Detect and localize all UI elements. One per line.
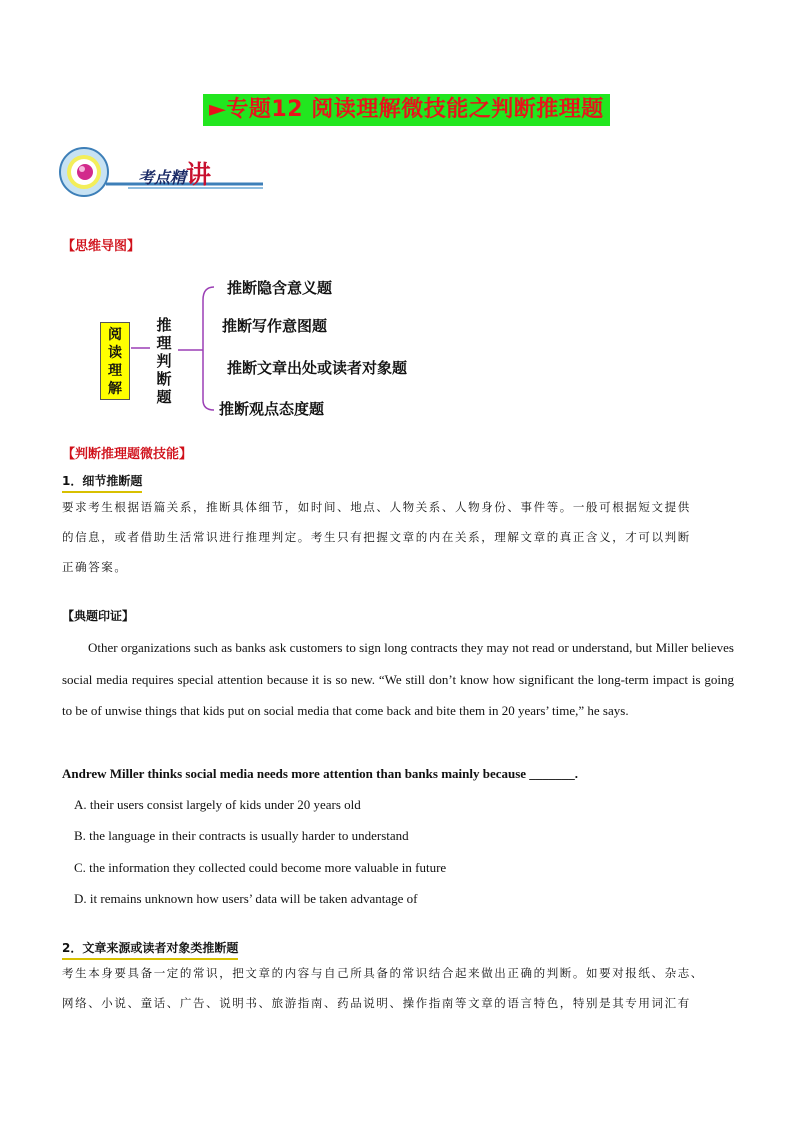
paragraph-line: 正确答案。 <box>62 560 128 574</box>
section1-body <box>62 492 752 582</box>
page-title: ►专题12 阅读理解微技能之判断推理题 <box>203 94 610 126</box>
mindmap-mid-char: 理 <box>156 334 172 352</box>
mindmap-root-char: 解 <box>108 381 122 397</box>
mindmap-mid-char: 判 <box>156 352 172 370</box>
example-tag: 【典题印证】 <box>62 609 135 623</box>
paragraph-line: 网络、小说、童话、广告、说明书、旅游指南、药品说明、操作指南等文章的语言特色，特别是其专用词汇有 <box>62 996 691 1010</box>
mindmap-root-char: 读 <box>108 345 122 361</box>
option-c: C. the information they collected could become more valuable in future <box>74 860 447 875</box>
skills-tag: 【判断推理题微技能】 <box>62 447 193 462</box>
section2-heading: 2．文章来源或读者对象类推断题 <box>62 939 238 960</box>
option-d: D. it remains unknown how users’ data will be taken advantage of <box>74 891 418 906</box>
mindmap-mid <box>150 316 178 406</box>
example-question: Andrew Miller thinks social media needs more attention than banks mainly because _______. <box>62 766 579 781</box>
section2-body <box>62 958 752 1018</box>
mindmap-root-char: 理 <box>108 363 122 379</box>
mindmap-root-char: 阅 <box>108 327 122 343</box>
mindmap-mid-char: 题 <box>156 388 172 406</box>
paragraph-line: 考生本身要具备一定的常识，把文章的内容与自己所具备的常识结合起来做出正确的判断。如要对报纸、杂志、 <box>62 966 704 980</box>
section1-heading: 1．细节推断题 <box>62 472 142 493</box>
mindmap-branch: 推断观点态度题 <box>219 400 325 418</box>
mindmap-mid-char: 断 <box>156 370 172 388</box>
option-a: A. their users consist largely of kids under 20 years old <box>74 797 361 812</box>
option-b: B. the language in their contracts is usually harder to understand <box>74 828 409 843</box>
banner-title-big: 讲 <box>186 160 212 189</box>
mindmap-mid-char: 推 <box>156 316 172 334</box>
banner-title-small: 考点精 <box>138 168 187 187</box>
mindmap-branch: 推断隐含意义题 <box>227 279 333 297</box>
mindmap-branch: 推断写作意图题 <box>222 317 328 335</box>
paragraph-line: 要求考生根据语篇关系，推断具体细节，如时间、地点、人物关系、人物身份、事件等。一般可根据短文提供 <box>62 500 691 514</box>
paragraph-line: 的信息，或者借助生活常识进行推理判定。考生只有把握文章的内在关系，理解文章的真正含义，才可以判断 <box>62 530 691 544</box>
mindmap-branch: 推断文章出处或读者对象题 <box>227 359 408 377</box>
mindmap-tag: 【思维导图】 <box>62 239 141 254</box>
mindmap-root <box>100 322 130 400</box>
example-passage: Other organizations such as banks ask customers to sign long contracts they may not read or understand, but Miller believes social media requires special attention because it is so new. “We still don’t know how significant the long-term impact is going to be of unwise things that kids put on social media that come back and bite them in 20 years’ time,” he says. <box>62 640 734 718</box>
